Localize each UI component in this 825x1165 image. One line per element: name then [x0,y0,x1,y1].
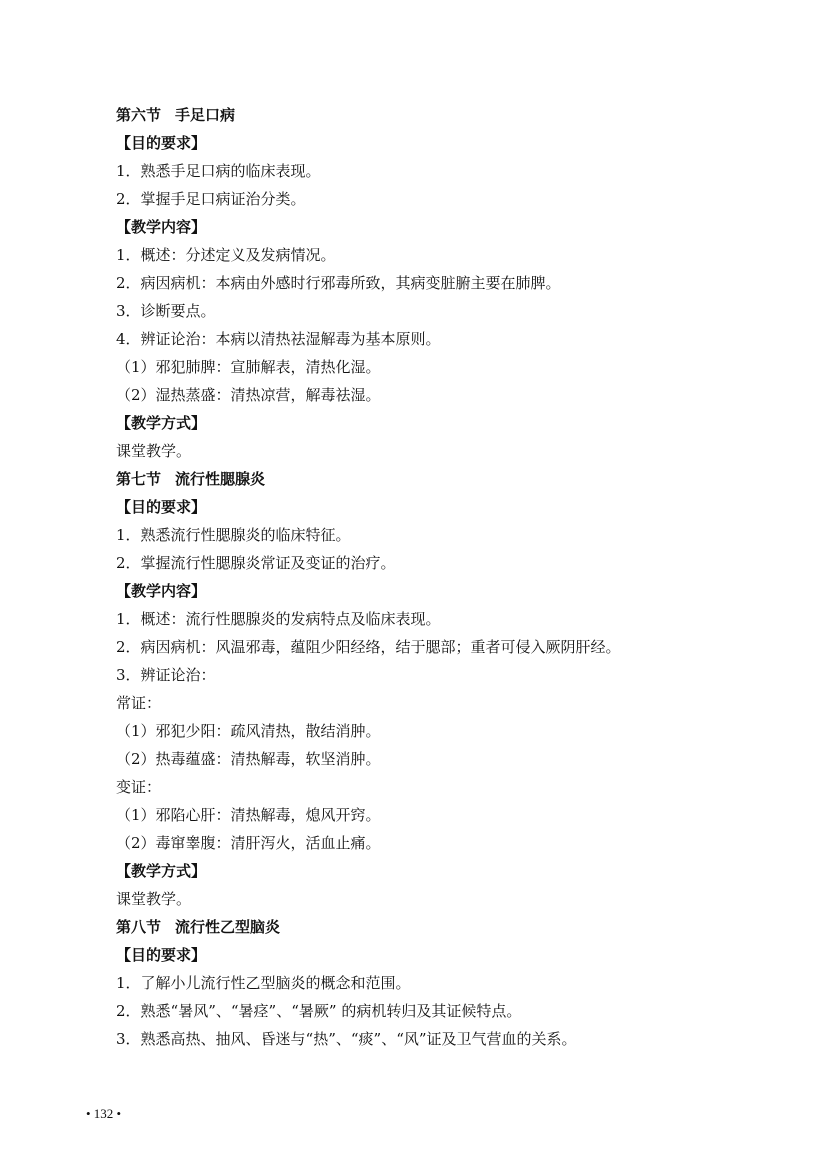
subsection-heading: 【教学内容】 [116,582,207,600]
text-line: （1）邪犯肺脾：宣肺解表，清热化湿。 [116,358,381,376]
text-line: 4．辨证论治：本病以清热祛湿解毒为基本原则。 [116,330,441,348]
text-line: 3．辨证论治： [116,666,216,684]
section-heading: 第八节 流行性乙型脑炎 [116,918,281,936]
text-line: （1）邪陷心肝：清热解毒，熄风开窍。 [116,806,381,824]
text-line: 2．病因病机：本病由外感时行邪毒所致，其病变脏腑主要在肺脾。 [116,274,561,292]
subsection-heading: 【目的要求】 [116,946,207,964]
text-line: 1．概述：分述定义及发病情况。 [116,246,336,264]
text-line: 2．熟悉“暑风”、“暑痉”、“暑厥” 的病机转归及其证候特点。 [116,1002,522,1020]
subsection-heading: 【教学内容】 [116,218,207,236]
text-line: 课堂教学。 [116,890,192,908]
subsection-heading: 【教学方式】 [116,414,207,432]
text-line: 2．病因病机：风温邪毒，蕴阻少阳经络，结于腮部；重者可侵入厥阴肝经。 [116,638,621,656]
text-line: 变证： [116,778,162,796]
section-heading: 第六节 手足口病 [116,106,236,124]
text-line: 3．熟悉高热、抽风、昏迷与“热”、“痰”、“风”证及卫气营血的关系。 [116,1030,577,1048]
text-line: （1）邪犯少阳：疏风清热，散结消肿。 [116,722,381,740]
text-line: （2）热毒蕴盛：清热解毒，软坚消肿。 [116,750,381,768]
text-line: （2）毒窜睾腹：清肝泻火，活血止痛。 [116,834,381,852]
section-heading: 第七节 流行性腮腺炎 [116,470,266,488]
text-line: 2．掌握流行性腮腺炎常证及变证的治疗。 [116,554,396,572]
text-line: 1．熟悉流行性腮腺炎的临床特征。 [116,526,351,544]
text-line: 1．熟悉手足口病的临床表现。 [116,162,321,180]
text-line: 1．概述：流行性腮腺炎的发病特点及临床表现。 [116,610,441,628]
text-line: 1．了解小儿流行性乙型脑炎的概念和范围。 [116,974,411,992]
text-line: 3．诊断要点。 [116,302,216,320]
text-line: 2．掌握手足口病证治分类。 [116,190,306,208]
subsection-heading: 【目的要求】 [116,498,207,516]
document-body [116,101,736,1053]
text-line: （2）湿热蒸盛：清热凉营，解毒祛湿。 [116,386,381,404]
text-line: 常证： [116,694,162,712]
subsection-heading: 【教学方式】 [116,862,207,880]
text-line: 课堂教学。 [116,442,192,460]
subsection-heading: 【目的要求】 [116,134,207,152]
page-number: • 132 • [86,1106,122,1121]
